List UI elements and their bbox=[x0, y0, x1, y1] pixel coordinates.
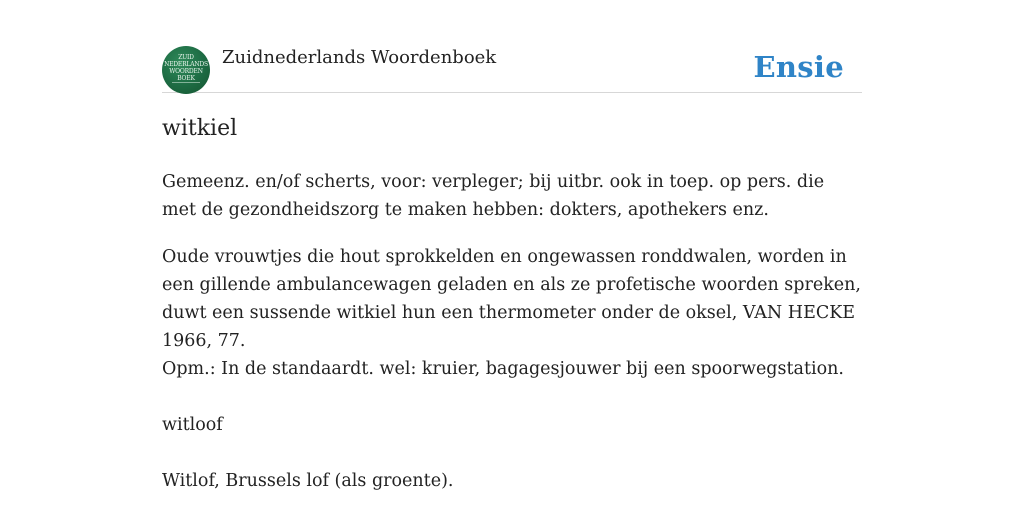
site-title-link[interactable]: Zuidnederlands Woordenboek bbox=[222, 47, 497, 68]
site-header bbox=[162, 44, 862, 93]
logo-text: ZUID NEDERLANDS WOORDEN BOEK bbox=[164, 54, 208, 82]
page-content bbox=[162, 0, 862, 512]
logo-divider bbox=[172, 82, 200, 83]
entry-definition: Gemeenz. en/of scherts, voor: verpleger; bij uitbr. ook in toep. op pers. die met de gezondheidszorg te maken hebben: dokters, apothekers enz. bbox=[162, 172, 825, 220]
entry-note: Opm.: In de standaardt. wel: kruier, bagagesjouwer bij een spoorwegstation. bbox=[162, 359, 844, 379]
ensie-brand-logo[interactable]: Ensie bbox=[753, 50, 844, 84]
entry-headword: witkiel bbox=[162, 116, 238, 141]
entry-quote: Oude vrouwtjes die hout sprokkelden en ongewassen ronddwalen, worden in een gillende ambulancewagen geladen en als ze profetische woorden spreken, duwt een sussende witkiel hun een thermometer onder de oksel, VAN HECKE 1966, 77. bbox=[162, 247, 861, 351]
next-entry-headword: witloof bbox=[162, 415, 223, 435]
dictionary-logo[interactable] bbox=[162, 46, 210, 94]
next-entry-definition: Witlof, Brussels lof (als groente). bbox=[162, 471, 454, 491]
